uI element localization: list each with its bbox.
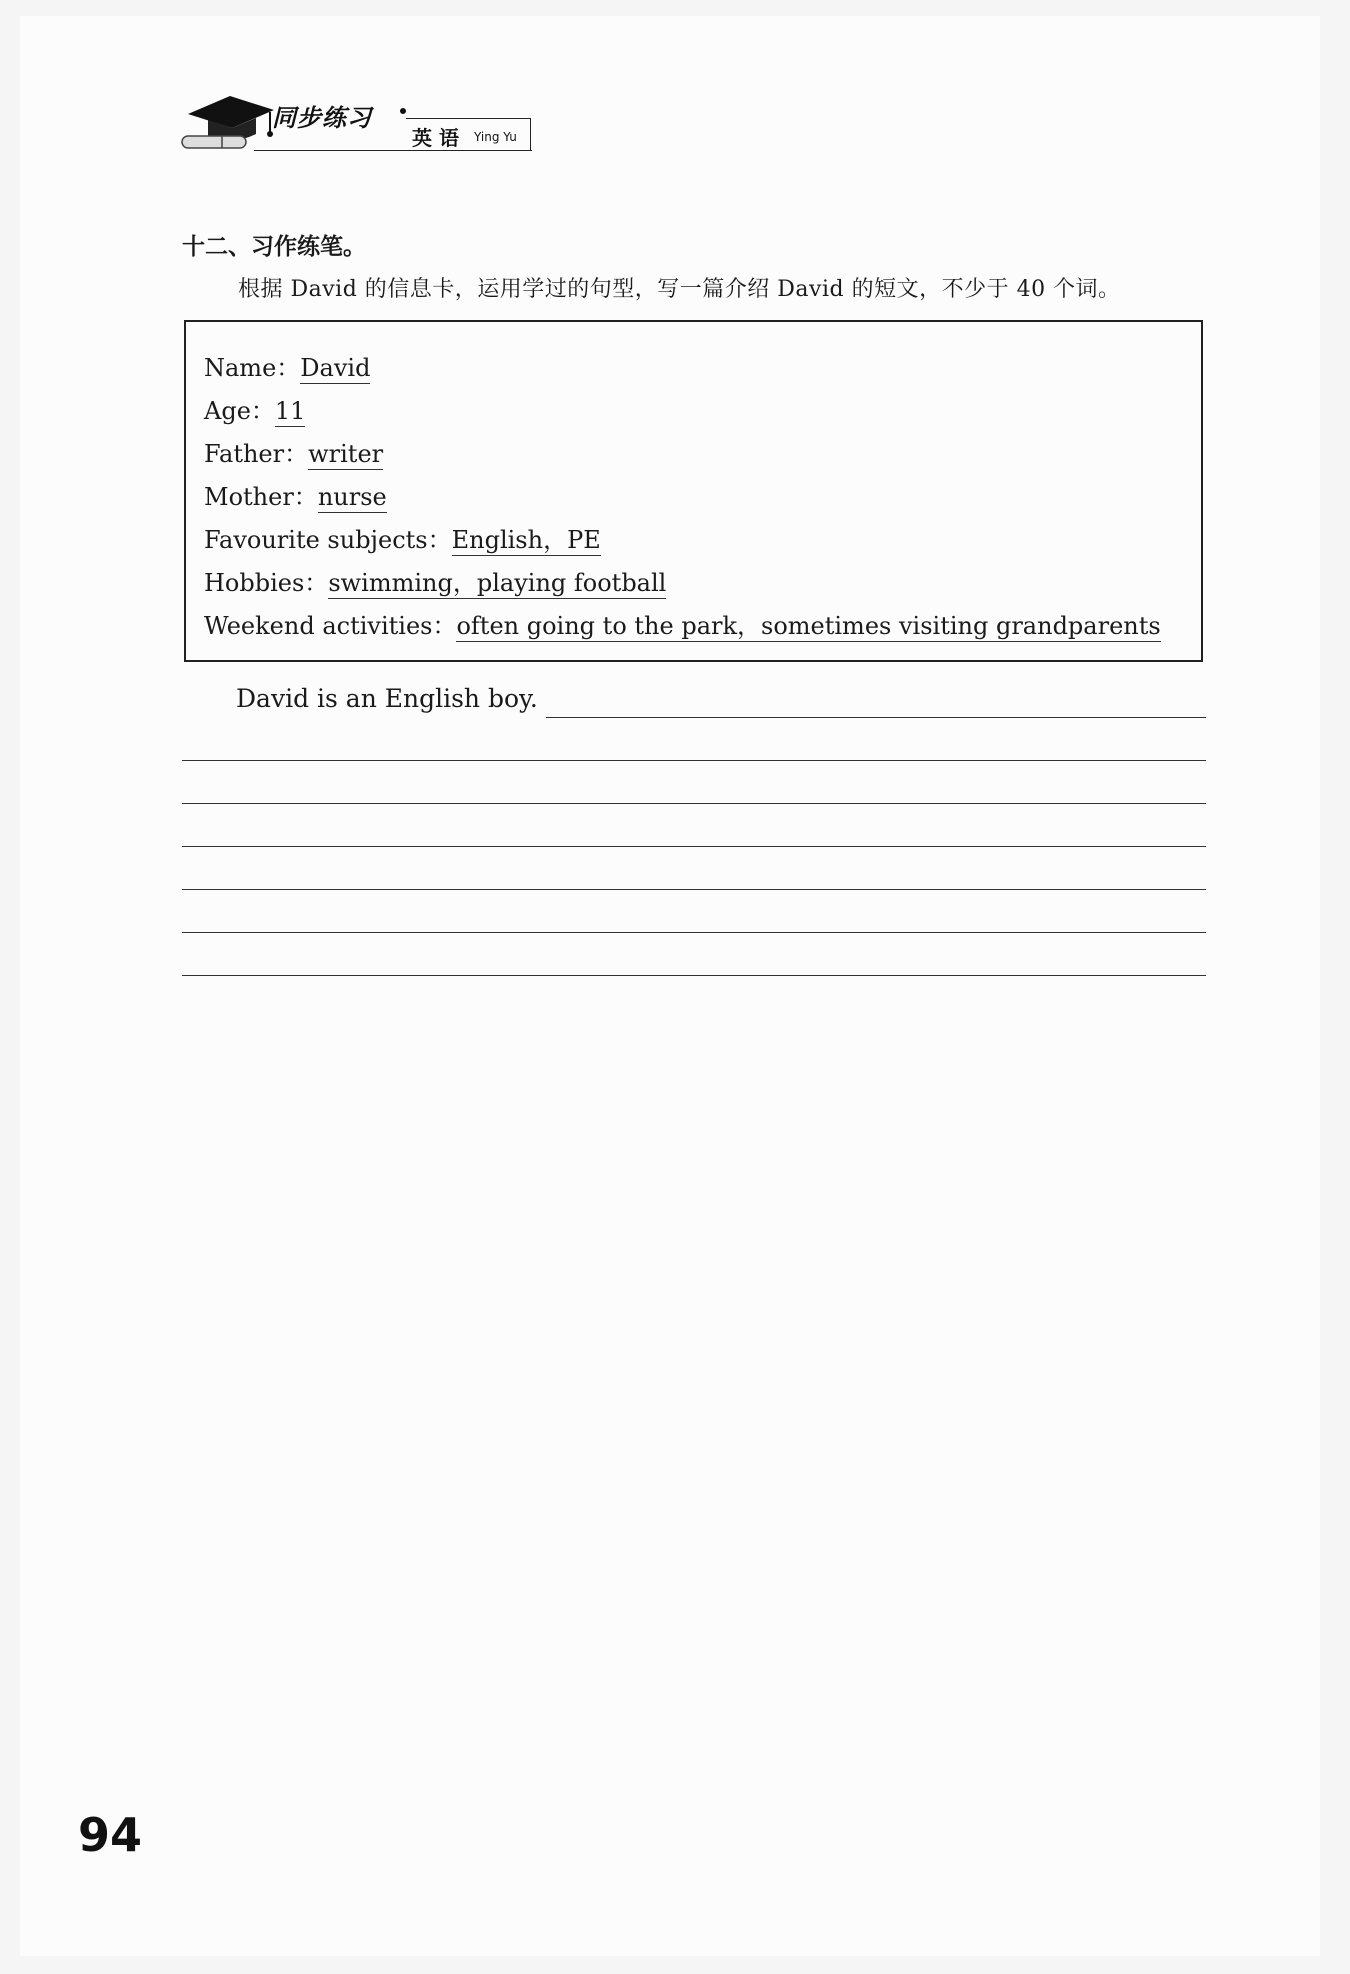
card-row-age [204,391,305,426]
writing-line[interactable] [182,846,1206,847]
card-row-favourite-subjects [204,520,601,555]
card-row-name [204,348,370,383]
card-value: swimming，playing football [328,569,667,597]
series-title: 同步练习 [272,104,372,132]
page-number: 94 [78,1808,143,1862]
graduation-cap-icon [178,84,278,164]
card-label: Mother： [204,483,318,511]
card-value: 11 [274,397,306,425]
header-rule [254,150,532,151]
card-row-mother [204,477,387,512]
card-value: David [300,354,371,382]
card-row-father [204,434,383,469]
separator-dot [400,108,406,114]
writing-line[interactable] [182,760,1206,761]
card-value: often going to the park，sometimes visiting grandparents [456,612,1161,640]
info-card [184,320,1203,662]
section-title: 十二、习作练笔。 [182,234,366,260]
series-logo [178,84,538,164]
card-row-hobbies [204,563,666,598]
card-label: Favourite subjects： [204,526,452,554]
card-value: English，PE [451,526,601,554]
card-label: Weekend activities： [204,612,457,640]
writing-line[interactable] [182,803,1206,804]
card-value: writer [308,440,384,468]
instruction-text: 根据 David 的信息卡，运用学过的句型，写一篇介绍 David 的短文，不少于 40 个词。 [238,277,1121,302]
subject-label: 英 语 [412,126,459,150]
workbook-page [20,16,1320,1956]
card-label: Name： [204,354,301,382]
card-label: Father： [204,440,309,468]
card-label: Age： [204,397,275,425]
card-value: nurse [317,483,387,511]
writing-line[interactable] [546,717,1206,718]
card-row-weekend-activities [204,606,1161,641]
lead-sentence: David is an English boy. [236,684,538,713]
writing-line[interactable] [182,932,1206,933]
writing-line[interactable] [182,975,1206,976]
card-label: Hobbies： [204,569,329,597]
writing-line[interactable] [182,889,1206,890]
subject-pinyin: Ying Yu [474,130,517,144]
